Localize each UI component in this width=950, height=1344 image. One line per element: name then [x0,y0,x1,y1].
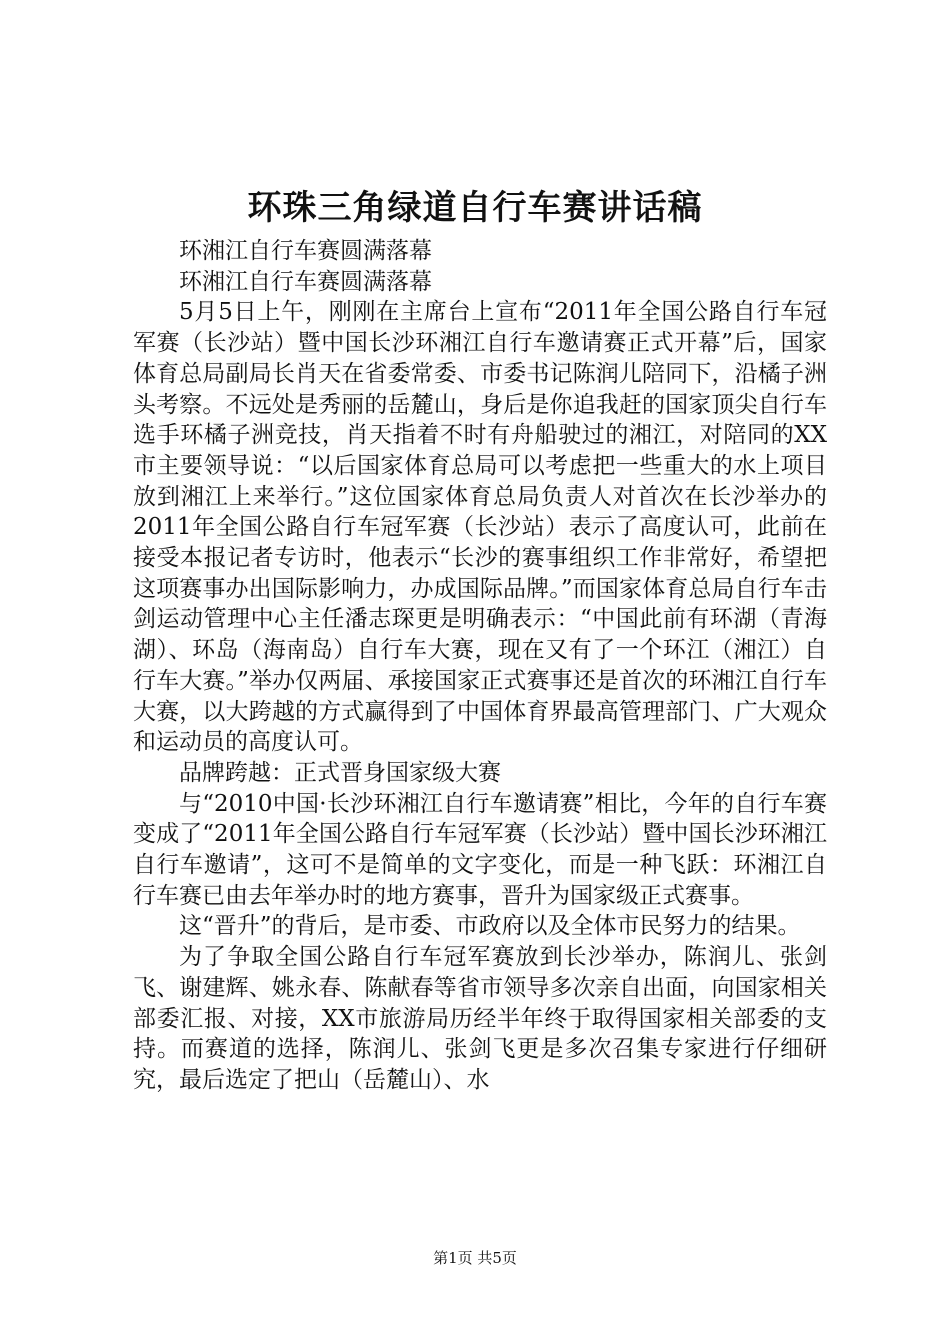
body-paragraph: 这“晋升”的背后，是市委、市政府以及全体市民努力的结果。 [179,913,801,940]
section-heading: 品牌跨越：正式晋身国家级大赛 [179,759,501,786]
page-number-footer: 第1页 共5页 [433,1249,517,1267]
subheading-paragraph: 环湘江自行车赛圆满落幕 [179,268,432,295]
document-body [133,236,827,1096]
document-title: 环珠三角绿道自行车赛讲话稿 [247,188,703,228]
body-paragraph: 5月5日上午，刚刚在主席台上宣布“2011年全国公路自行车冠军赛（长沙站）暨中国长沙环湘江自行车邀请赛正式开幕”后，国家体育总局副局长肖天在省委常委、市委书记陈润儿陪同下，沿橘子洲头考察。不远处是秀丽的岳麓山，身后是你追我赶的国家顶尖自行车选手环橘子洲竞技，肖天指着不时有舟船驶过的湘江，对陪同的XX市主要领导说：“以后国家体育总局可以考虑把一些重大的水上项目放到湘江上来举行。”这位国家体育总局负责人对首次在长沙举办的2011年全国公路自行车冠军赛（长沙站）表示了高度认可，此前在接受本报记者专访时，他表示“长沙的赛事组织工作非常好，希望把这项赛事办出国际影响力，办成国际品牌。”而国家体育总局自行车击剑运动管理中心主任潘志琛更是明确表示：“中国此前有环湖（青海湖）、环岛（海南岛）自行车大赛，现在又有了一个环江（湘江）自行车大赛。”举办仅两届、承接国家正式赛事还是首次的环湘江自行车大赛，以大跨越的方式赢得到了中国体育界最高管理部门、广大观众和运动员的高度认可。 [133,299,827,756]
subheading-paragraph: 环湘江自行车赛圆满落幕 [179,238,432,264]
body-paragraph: 为了争取全国公路自行车冠军赛放到长沙举办，陈润儿、张剑飞、谢建辉、姚永春、陈献春等省市领导多次亲自出面，向国家相关部委汇报、对接，XX市旅游局历经半年终于取得国家相关部委的支持。而赛道的选择，陈润儿、张剑飞更是多次召集专家进行仔细研究，最后选定了把山（岳麓山）、水 [133,944,827,1093]
body-paragraph: 与“2010中国·长沙环湘江自行车邀请赛”相比，今年的自行车赛变成了“2011年全国公路自行车冠军赛（长沙站）暨中国长沙环湘江自行车邀请”，这可不是简单的文字变化，而是一种飞跃：环湘江自行车赛已由去年举办时的地方赛事，晋升为国家级正式赛事。 [133,790,827,909]
